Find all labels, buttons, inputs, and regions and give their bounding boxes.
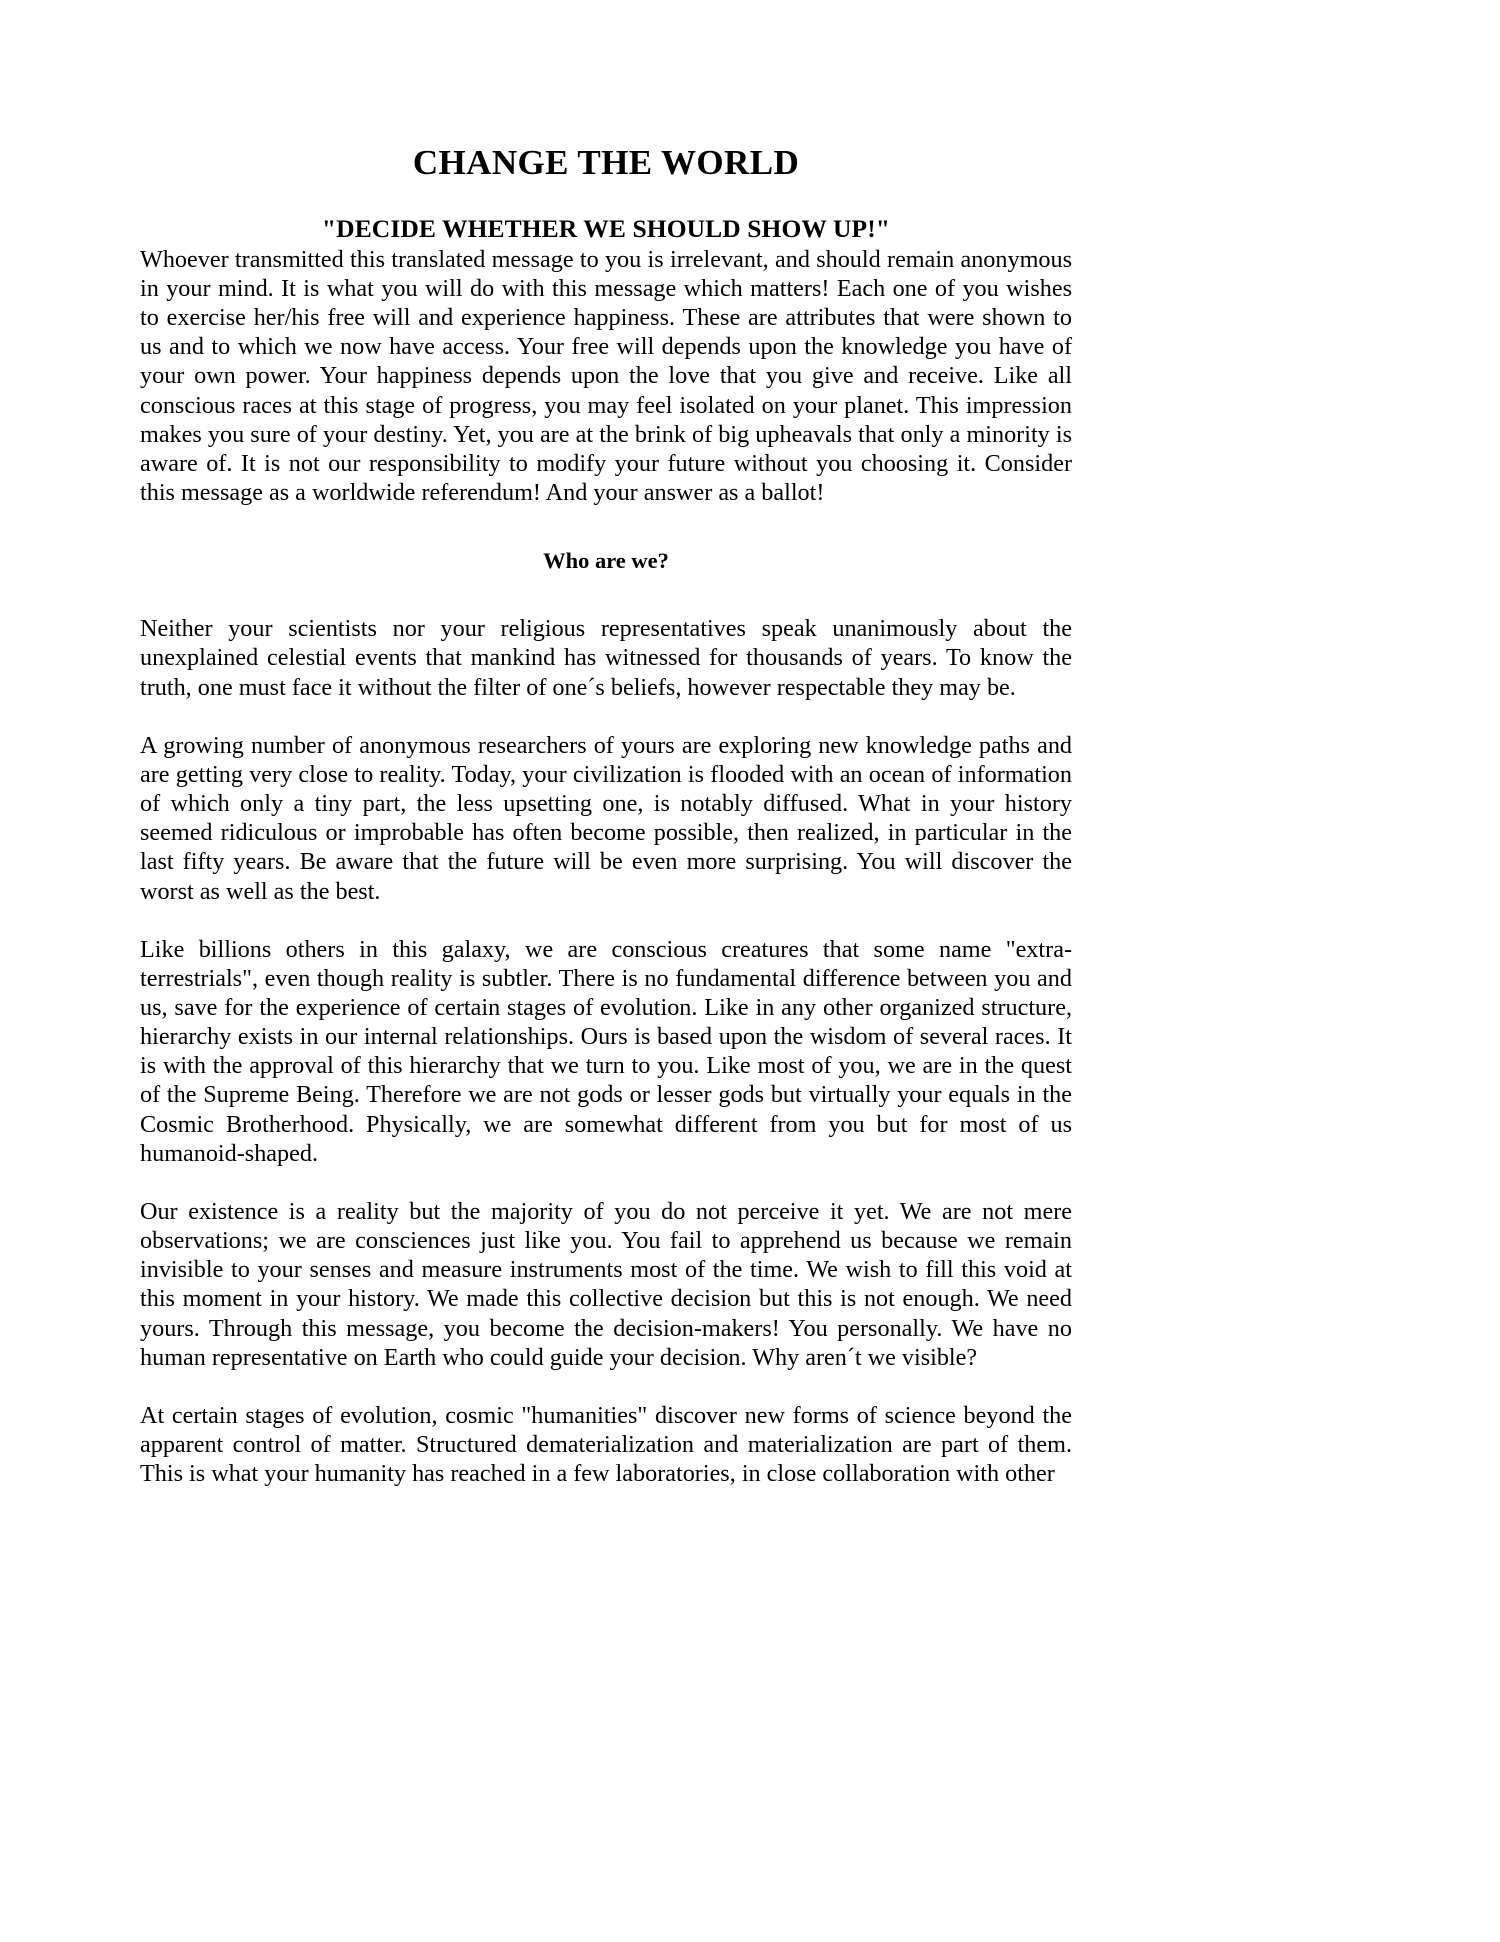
spacer-after-heading — [140, 574, 1072, 614]
paragraph-6: At certain stages of evolution, cosmic "humanities" discover new forms of science beyond the apparent control of matter. Structured dematerialization and materialization are part of them. This is what your humanity has reached in a few laboratories, in close collaboration with other — [140, 1401, 1072, 1488]
paragraph-spacer — [140, 1372, 1072, 1401]
page-title: CHANGE THE WORLD — [412, 143, 800, 182]
paragraph-2: Neither your scientists nor your religious representatives speak unanimously about the unexplained celestial events that mankind has witnessed for thousands of years. To know the truth, one must face it without the filter of one´s beliefs, however respectable they may be. — [140, 615, 1072, 701]
paragraph-3: A growing number of anonymous researchers of yours are exploring new knowledge paths and are getting very close to reality. Today, your civilization is flooded with an ocean of information of which only a tiny part, the less upsetting one, is notably diffused. What in your history seemed ridiculous or improbable has often become possible, then realized, in particular in the last fifty years. Be aware that the future will be even more surprising. You will discover the worst as well as the best. — [140, 731, 1072, 905]
document-subtitle: "DECIDE WHETHER WE SHOULD SHOW UP!" — [321, 214, 891, 244]
paragraph-spacer — [140, 702, 1072, 731]
paragraph-spacer — [140, 1168, 1072, 1197]
document-content — [140, 0, 1072, 1488]
paragraph-4: Like billions others in this galaxy, we are conscious creatures that some name "extra-terrestrials", even though reality is subtler. There is no fundamental difference between you and us, save for the experience of certain stages of evolution. Like in any other organized structure, hierarchy exists in our internal relationships. Ours is based upon the wisdom of several races. It is with the approval of this hierarchy that we turn to you. Like most of you, we are in the quest of the Supreme Being. Therefore we are not gods or lesser gods but virtually your equals in the Cosmic Brotherhood. Physically, we are somewhat different from you but for most of us humanoid-shaped. — [140, 935, 1072, 1167]
paragraph-1: Whoever transmitted this translated message to you is irrelevant, and should remain anonymous in your mind. It is what you will do with this message which matters! Each one of you wishes to exercise her/his free will and experience happiness. These are attributes that were shown to us and to which we now have access. Your free will depends upon the knowledge you have of your own power. Your happiness depends upon the love that you give and receive. Like all conscious races at this stage of progress, you may feel isolated on your planet. This impression makes you sure of your destiny. Yet, you are at the brink of big upheavals that only a minority is aware of. It is not our responsibility to modify your future without you choosing it. Consider this message as a worldwide referendum! And your answer as a ballot! — [140, 245, 1072, 507]
paragraph-5: Our existence is a reality but the majority of you do not perceive it yet. We are not mere observations; we are consciences just like you. You fail to apprehend us because we remain invisible to your senses and measure instruments most of the time. We wish to fill this void at this moment in your history. We made this collective decision but this is not enough. We need yours. Through this message, you become the decision-makers! You personally. We have no human representative on Earth who could guide your decision. Why aren´t we visible? — [140, 1197, 1072, 1371]
paragraph-spacer — [140, 906, 1072, 935]
section-heading-who-are-we: Who are we? — [543, 548, 669, 574]
spacer-before-heading — [140, 507, 1072, 547]
